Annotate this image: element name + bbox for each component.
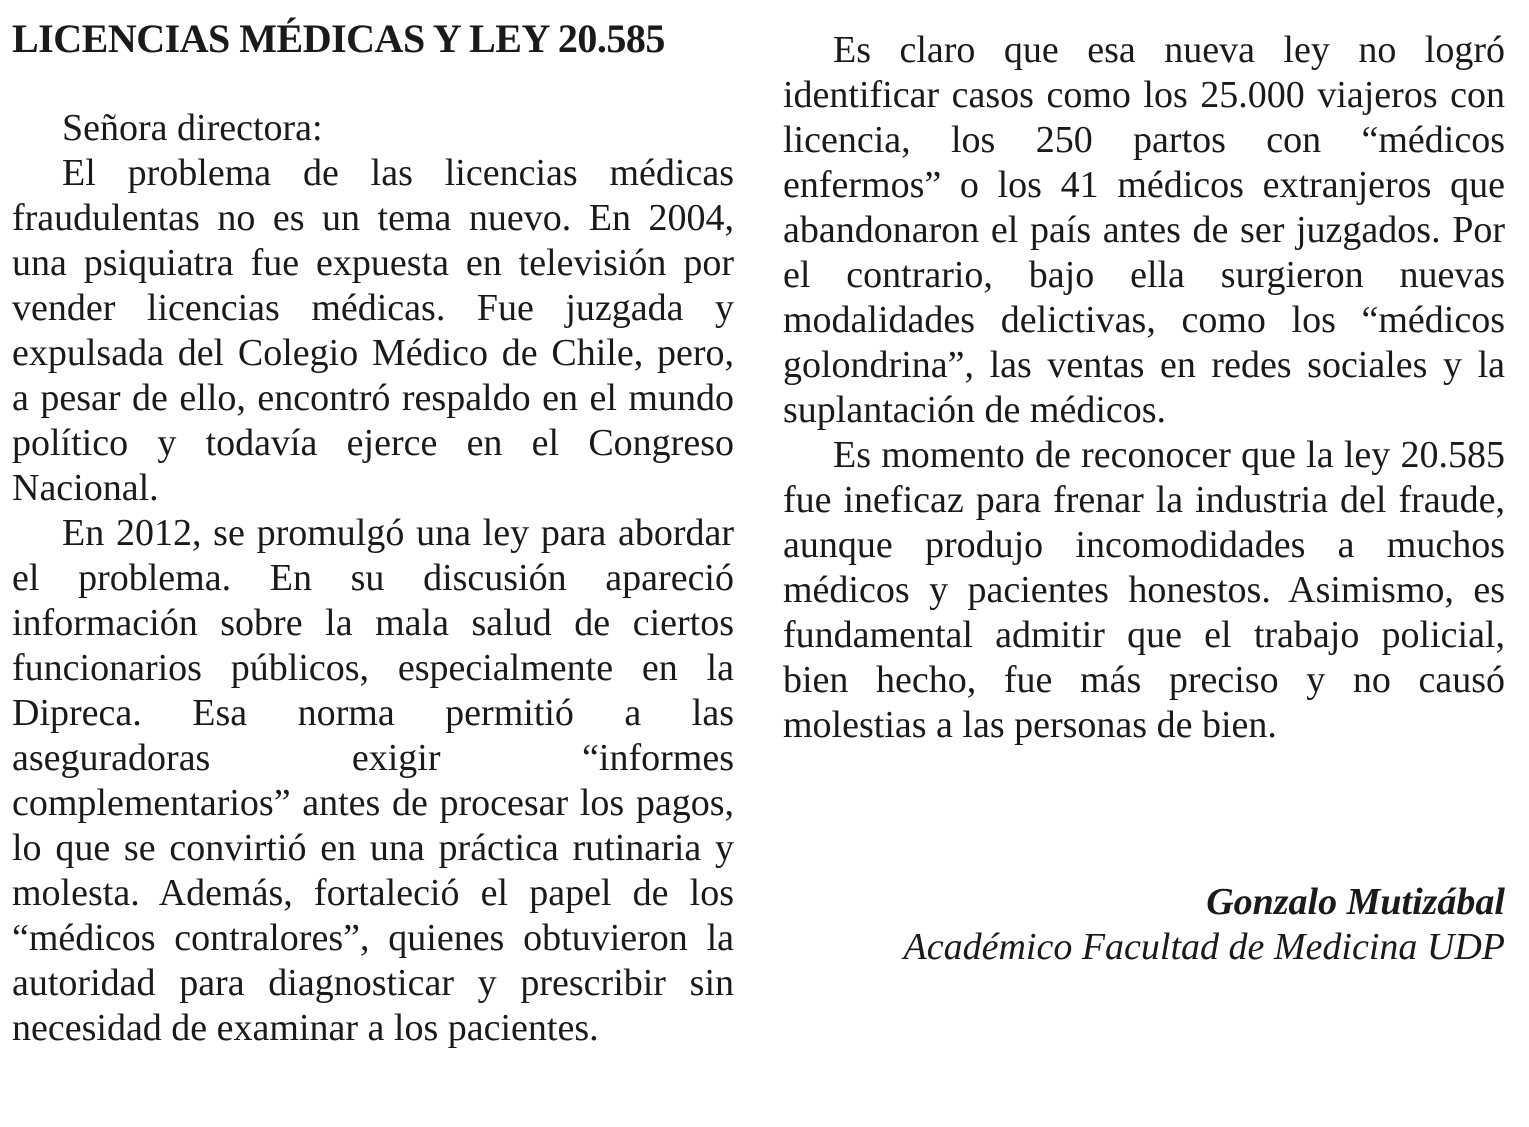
paragraph-2: En 2012, se promulgó una ley para abordar el problema. En su discusión apareció información sobre la mala salud de ciertos funcionarios públicos, especialmente en la Dipreca. Esa norma permitió a las aseguradoras exigir “informes complementarios” antes de procesar los pagos, lo que se convirtió en una práctica rutinaria y molesta. Además, fortaleció el papel de los “médicos contralores”, quienes obtuvieron la autoridad para diagnosticar y prescribir sin necesidad de examinar a los pacientes. [12, 512, 734, 1049]
paragraph-3: Es claro que esa nueva ley no logró identificar casos como los 25.000 viajeros con licencia, los 250 partos con “médicos enfermos” o los 41 médicos extranjeros que abandonaron el país antes de ser juzgados. Por el contrario, bajo ella surgieron nuevas modalidades delictivas, como los “médicos golondrina”, las ventas en redes sociales y la suplantación de médicos. [783, 29, 1505, 431]
paragraph-4: Es momento de reconocer que la ley 20.585 fue ineficaz para frenar la industria del fraude, aunque produjo incomodidades a muchos médicos y pacientes honestos. Asimismo, es fundamental admitir que el trabajo policial, bien hecho, fue más preciso y no causó molestias a las personas de bien. [783, 434, 1505, 746]
paragraph-1: El problema de las licencias médicas fraudulentas no es un tema nuevo. En 2004, una psiquiatra fue expuesta en televisión por vender licencias médicas. Fue juzgada y expulsada del Colegio Médico de Chile, pero, a pesar de ello, encontró respaldo en el mundo político y todavía ejerce en el Congreso Nacional. [12, 152, 734, 509]
article-headline: LICENCIAS MÉDICAS Y LEY 20.585 [12, 16, 665, 61]
author-name: Gonzalo Mutizábal [1206, 881, 1505, 923]
left-column-body [12, 151, 734, 1051]
right-column-body [783, 28, 1505, 748]
salutation: Señora directora: [62, 107, 323, 149]
signature-block [783, 880, 1505, 970]
author-title: Académico Facultad de Medicina UDP [903, 926, 1505, 968]
